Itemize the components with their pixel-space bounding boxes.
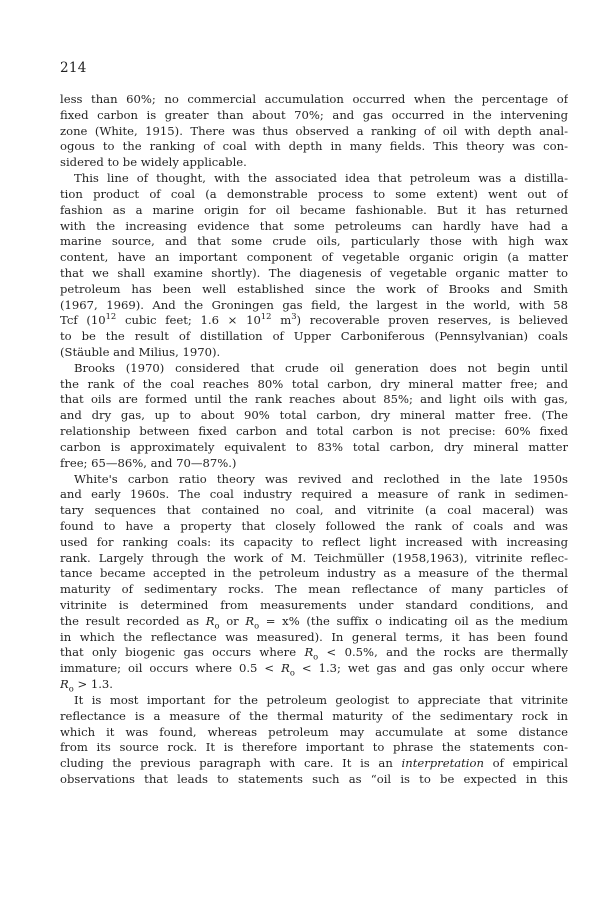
paragraph-start: This line of thought, with the associated idea that petroleum was a distilla-: [74, 171, 568, 186]
text-line: sidered to be widely applicable.: [60, 155, 247, 170]
text-line: carbon is approximately equivalent to 83% total carbon, dry mineral matter: [60, 439, 568, 454]
text-line: rank. Largely through the work of M. Teichmüller (1958,1963), vitrinite reflec-: [60, 550, 568, 565]
text-line: that we shall examine shortly). The diagenesis of vegetable organic matter to: [60, 265, 568, 280]
text-line: relationship between fixed carbon and total carbon is not precise: 60% fixed: [60, 424, 568, 439]
body-text: [60, 92, 568, 788]
text-line: content, have an important component of vegetable organic origin (a matter: [60, 250, 568, 265]
text-line: which it was found, whereas petroleum may accumulate at some distance: [60, 724, 568, 739]
text-line: the result recorded as $R_o$ or $\overline{R}_o = x\%$ (the suffix o indicating oil as the medium: [60, 613, 568, 630]
text-line: and dry gas, up to about 90% total carbon, dry mineral matter free. (The: [60, 408, 568, 423]
text-line: marine source, and that some crude oils, particularly those with high wax: [60, 234, 568, 249]
text-line: to be the result of distillation of Upper Carboniferous (Pennsylvanian) coals: [60, 329, 568, 344]
text-line: (1967, 1969). And the Groningen gas field, the largest in the world, with 58: [60, 297, 568, 312]
text-line: less than 60%; no commercial accumulation occurred when the percentage of: [60, 92, 568, 106]
text-line: petroleum has been well established since the work of Brooks and Smith: [60, 281, 568, 296]
text-line: reflectance is a measure of the thermal maturity of the sedimentary rock in: [60, 708, 568, 723]
text-line: and early 1960s. The coal industry required a measure of rank in sedimen-: [60, 487, 568, 502]
paragraph-start: White's carbon ratio theory was revived and reclothed in the late 1950s: [74, 471, 568, 486]
text-line: found to have a property that closely followed the rank of coals and was: [60, 518, 568, 533]
page-number: 214: [60, 60, 87, 76]
text-line: Tcf ($10^{12}$ cubic feet; $1.6 \times 10^{12}$ $m^3$) recoverable proven reserves, is believed: [60, 313, 568, 328]
paragraph-start: It is most important for the petroleum geologist to appreciate that vitrinite: [74, 692, 568, 707]
text-line: that only biogenic gas occurs where $R_o < 0.5\%$, and the rocks are thermally: [60, 645, 568, 662]
text-line: tary sequences that contained no coal, and vitrinite (a coal maceral) was: [60, 503, 568, 518]
text-line: used for ranking coals: its capacity to reflect light increased with increasing: [60, 534, 568, 549]
text-line: (Stäuble and Milius, 1970).: [60, 345, 221, 359]
text-line: in which the reflectance was measured). In general terms, it has been found: [60, 629, 568, 644]
text-line: immature; oil occurs where $0.5 < R_o < 1.3$; wet gas and gas only occur where: [60, 661, 568, 678]
text-line: tance became accepted in the petroleum industry as a measure of the thermal: [60, 566, 568, 581]
text-line: with the increasing evidence that some petroleums can hardly have had a: [60, 218, 568, 233]
text-line: fixed carbon is greater than about 70%; and gas occurred in the intervening: [60, 107, 568, 122]
text-line: from its source rock. It is therefore important to phrase the statements con-: [60, 740, 568, 755]
text-line: cluding the previous paragraph with care. It is an interpretation of empirical: [60, 756, 568, 771]
text-line: the rank of the coal reaches 80% total carbon, dry mineral matter free; and: [60, 376, 568, 391]
text-line: free; 65—86%, and 70—87%.): [60, 455, 237, 470]
text-line: maturity of sedimentary rocks. The mean reflectance of many particles of: [60, 582, 568, 597]
paragraph-start: Brooks (1970) considered that crude oil generation does not begin until: [74, 360, 568, 375]
text-line: ogous to the ranking of coal with depth in many fields. This theory was con-: [60, 139, 568, 154]
text-line: observations that leads to statements such as “oil is to be expected in this: [60, 771, 568, 786]
text-line: vitrinite is determined from measurements under standard conditions, and: [60, 598, 568, 612]
text-line: tion product of coal (a demonstrable process to some extent) went out of: [60, 186, 568, 201]
text-line: that oils are formed until the rank reaches about 85%; and light oils with gas,: [60, 392, 568, 407]
text-line: zone (White, 1915). There was thus observed a ranking of oil with depth anal-: [60, 123, 568, 138]
text-line: $R_o > 1.3$.: [60, 677, 113, 693]
text-line: fashion as a marine origin for oil became fashionable. But it has returned: [60, 202, 568, 217]
